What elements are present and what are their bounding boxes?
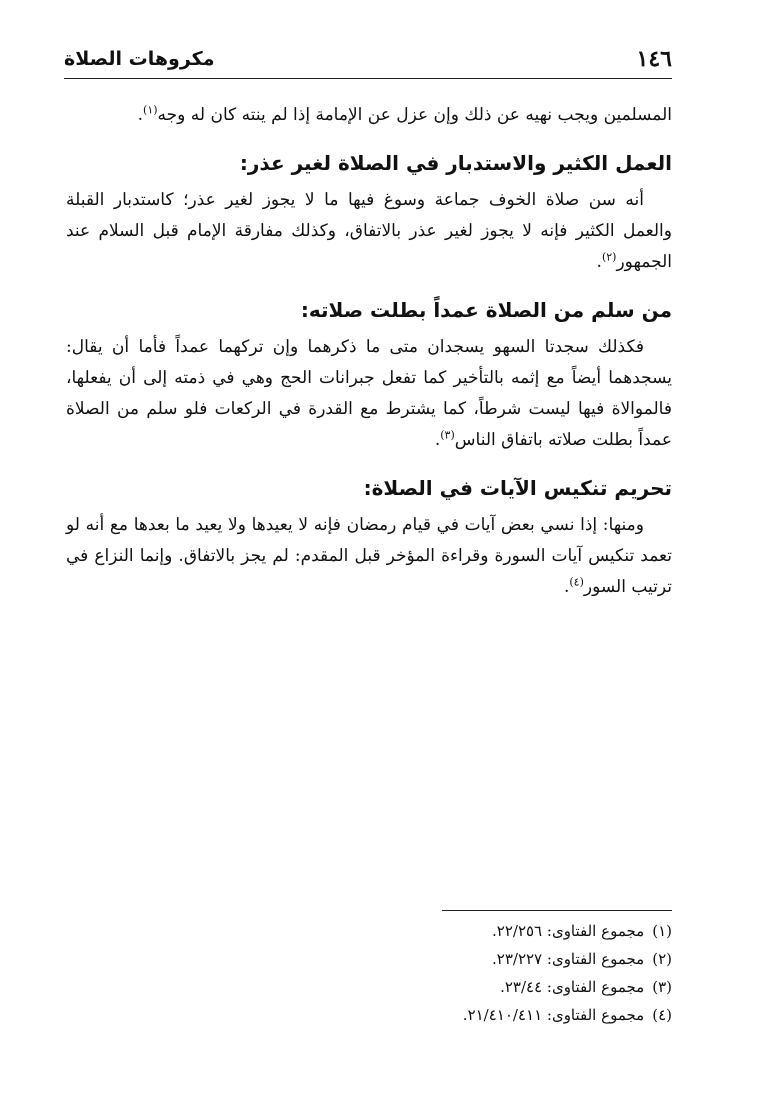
footnote-number: (١)	[652, 922, 672, 940]
footnote-ref-1[interactable]: (١)	[143, 103, 158, 117]
section-paragraph-1	[66, 185, 672, 278]
footnote-3	[66, 973, 672, 1001]
footnote-number: (٤)	[652, 1006, 672, 1024]
footnote-text: مجموع الفتاوى: ٢٣/٤٤.	[500, 978, 645, 996]
section-heading-2: من سلم من الصلاة عمداً بطلت صلاته:	[300, 298, 672, 322]
section-heading-3: تحريم تنكيس الآيات في الصلاة:	[363, 476, 672, 500]
footnote-text: مجموع الفتاوى: ٢٣/٢٢٧.	[492, 950, 645, 968]
section-text-1: أنه سن صلاة الخوف جماعة وسوغ فيها ما لا يجوز لغير عذر؛ كاستدبار القبلة والعمل الكثير فإنه لا يجوز لغير عذر بالاتفاق، وكذلك مفارقة الإمام قبل السلام عند الجمهور	[66, 190, 672, 272]
footnote-number: (٣)	[652, 978, 672, 996]
footnotes	[66, 910, 672, 1029]
page-header	[64, 44, 672, 79]
intro-text: المسلمين ويجب نهيه عن ذلك وإن عزل عن الإمامة إذا لم ينته كان له وجه	[157, 105, 672, 125]
running-title: مكروهات الصلاة	[64, 48, 215, 70]
intro-paragraph	[66, 100, 672, 131]
footnote-number: (٢)	[652, 950, 672, 968]
footnote-ref-2[interactable]: (٢)	[601, 250, 617, 264]
section-text-2: فكذلك سجدتا السهو يسجدان متى ما ذكرهما وإن تركهما عمداً فأما أن يقال: يسجدهما أيضاً مع إثمه بالتأخير كما تفعل جبرانات الحج وهي في ذمته إلى أن يفعلها، فالموالاة فيها ليست شرطاً، كما يشترط مع القدرة في الركعات فلو سلم من الصلاة عمداً بطلت صلاته باتفاق الناس	[66, 337, 672, 450]
body-text	[66, 100, 672, 603]
footnote-2	[66, 945, 672, 973]
footnote-ref-3[interactable]: (٣)	[440, 428, 455, 442]
section-end-3: .	[563, 577, 570, 597]
section-heading-1: العمل الكثير والاستدبار في الصلاة لغير عذر:	[239, 151, 672, 175]
footnote-4	[66, 1001, 672, 1029]
footnote-divider	[442, 910, 672, 911]
section-paragraph-2	[66, 332, 672, 456]
footnote-text: مجموع الفتاوى: ٢١/٤١٠/٤١١.	[462, 1006, 645, 1024]
section-text-3: ومنها: إذا نسي بعض آيات في قيام رمضان فإنه لا يعيدها ولا يعيد ما بعدها مع أنه لو تعمد تنكيس آيات السورة وقراءة المؤخر قبل المقدم: لم يجز بالاتفاق. وإنما النزاع في ترتيب السور	[66, 515, 672, 597]
footnote-1	[66, 917, 672, 945]
footnote-text: مجموع الفتاوى: ٢٢/٢٥٦.	[492, 922, 645, 940]
section-paragraph-3	[66, 510, 672, 603]
intro-end: .	[137, 105, 144, 125]
footnote-ref-4[interactable]: (٤)	[569, 575, 584, 589]
section-end-2: .	[434, 430, 441, 450]
page-number: ١٤٦	[636, 46, 672, 72]
section-end-1: .	[596, 252, 602, 272]
